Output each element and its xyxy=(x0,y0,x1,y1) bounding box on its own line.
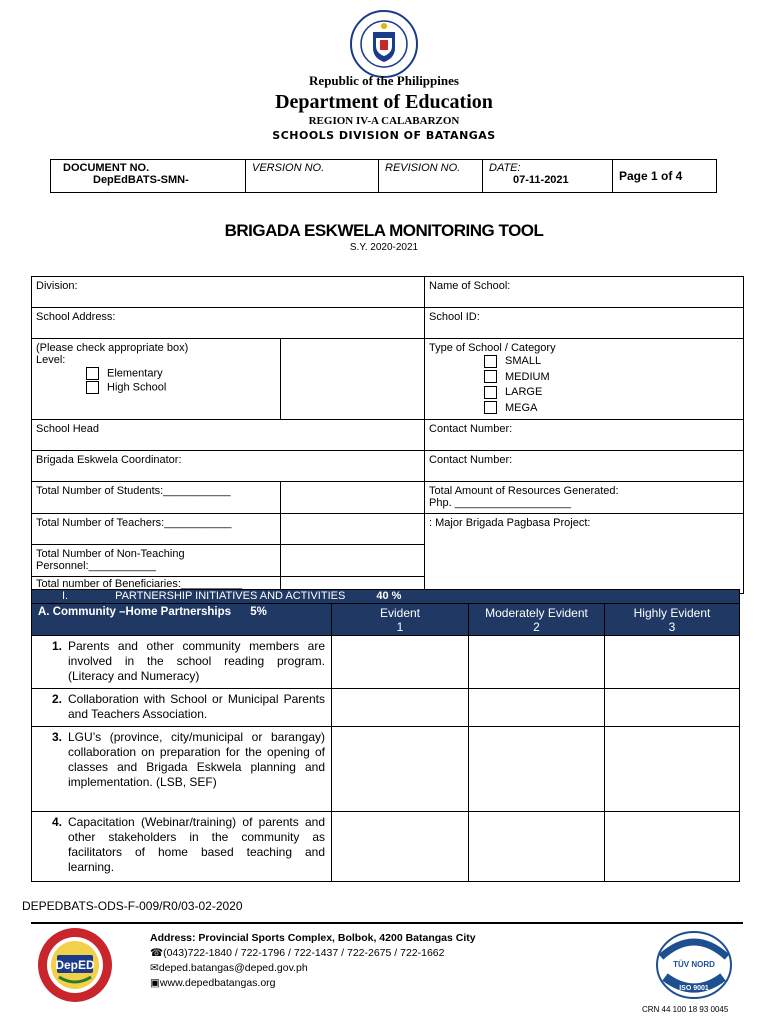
name-of-school-field[interactable]: Name of School: xyxy=(425,277,744,308)
date-value: 07-11-2021 xyxy=(513,174,569,186)
medium-label: MEDIUM xyxy=(505,370,550,383)
rating-cell-evident[interactable] xyxy=(332,727,469,812)
high-school-checkbox[interactable] xyxy=(86,381,99,394)
criterion-text: Capacitation (Webinar/training) of parents and other stakeholders in the community as facilitators of home based teaching and learning. xyxy=(68,815,325,874)
division-label: SCHOOLS DIVISION OF BATANGAS xyxy=(272,129,496,142)
computer-icon: ▣ xyxy=(150,977,160,989)
footer-web-row xyxy=(150,976,476,991)
total-students-field[interactable]: Total Number of Students:___________ xyxy=(32,482,281,514)
small-checkbox[interactable] xyxy=(484,355,497,368)
footer-contact xyxy=(150,931,476,991)
version-label: VERSION NO. xyxy=(252,162,325,174)
criterion-3 xyxy=(32,727,332,812)
non-teaching-label: Total Number of Non-Teaching xyxy=(36,548,185,560)
medium-checkbox[interactable] xyxy=(484,370,497,383)
sub-title: A. Community –Home Partnerships xyxy=(38,606,231,618)
region-label: REGION IV-A CALABARZON xyxy=(308,115,460,127)
beneficiaries-field[interactable]: Total number of Beneficiaries:__________ xyxy=(32,577,281,594)
criterion-number: 1. xyxy=(52,639,63,653)
col-moderate-number: 2 xyxy=(533,620,540,634)
total-teachers-blank xyxy=(281,514,425,545)
footer-divider xyxy=(31,922,743,924)
table-row xyxy=(32,636,740,689)
rating-cell-highly[interactable] xyxy=(605,689,740,727)
total-teachers-field[interactable]: Total Number of Teachers:___________ xyxy=(32,514,281,545)
major-project-field[interactable]: : Major Brigada Pagbasa Project: xyxy=(425,514,744,594)
level-cell xyxy=(32,339,281,420)
non-teaching-personnel: Personnel:___________ xyxy=(36,560,156,572)
doc-no-cell xyxy=(51,160,246,193)
non-teaching-cell[interactable] xyxy=(32,545,281,577)
criterion-1 xyxy=(32,636,332,689)
col-highly-number: 3 xyxy=(668,620,676,634)
elementary-option[interactable] xyxy=(36,367,276,380)
section-header xyxy=(32,590,740,604)
mega-option[interactable] xyxy=(484,401,739,417)
tuv-logo-text: TÜV NORD xyxy=(673,960,715,969)
republic-label: Republic of the Philippines xyxy=(309,73,459,88)
iso-logo-text: ISO 9001 xyxy=(679,985,709,992)
non-teaching-blank xyxy=(281,545,425,577)
rating-cell-highly[interactable] xyxy=(605,727,740,812)
deped-seal-logo xyxy=(349,10,419,78)
sub-header xyxy=(32,604,332,636)
footer-email[interactable]: deped.batangas@deped.gov.ph xyxy=(158,962,308,974)
revision-label: REVISION NO. xyxy=(385,162,461,174)
rating-cell-evident[interactable] xyxy=(332,689,469,727)
rating-cell-moderate[interactable] xyxy=(469,689,605,727)
table-row xyxy=(32,812,740,882)
table-row xyxy=(32,727,740,812)
school-info-table xyxy=(31,276,744,594)
rating-cell-moderate[interactable] xyxy=(469,636,605,689)
criterion-text: LGU’s (province, city/municipal or barangay) collaboration on preparation for the opening of classes and Brigada Eskwela planning and implementation. (LSB, SEF) xyxy=(68,730,325,789)
col-moderate-label: Moderately Evident xyxy=(485,606,588,620)
rating-cell-highly[interactable] xyxy=(605,812,740,882)
criterion-text: Collaboration with School or Municipal Parents and Teachers Association. xyxy=(68,692,325,721)
footer-website[interactable]: www.depedbatangas.org xyxy=(159,977,276,989)
deped-logo-text: DepED xyxy=(55,958,95,972)
small-option[interactable] xyxy=(484,354,739,370)
col-evident xyxy=(332,604,469,636)
col-highly-label: Highly Evident xyxy=(633,606,711,620)
date-label: DATE: xyxy=(489,162,521,174)
check-note: (Please check appropriate box) xyxy=(36,342,189,354)
partnership-table xyxy=(31,589,740,882)
category-options xyxy=(429,354,739,416)
page-number: Page 1 of 4 xyxy=(613,160,717,193)
type-of-school-label: Type of School / Category xyxy=(429,342,556,354)
level-label: Level: xyxy=(36,354,66,366)
level-blank-cell xyxy=(281,339,425,420)
version-cell xyxy=(246,160,379,193)
criterion-4 xyxy=(32,812,332,882)
criterion-number: 3. xyxy=(52,730,63,744)
school-address-field[interactable]: School Address: xyxy=(32,308,425,339)
mega-label: MEGA xyxy=(505,401,538,414)
total-resources-label: Total Amount of Resources Generated: xyxy=(429,485,619,497)
school-id-field[interactable]: School ID: xyxy=(425,308,744,339)
table-row xyxy=(32,689,740,727)
division-field[interactable]: Division: xyxy=(32,277,425,308)
col-evident-label: Evident xyxy=(379,606,421,620)
small-label: SMALL xyxy=(505,355,542,367)
date-cell xyxy=(483,160,613,193)
rating-cell-moderate[interactable] xyxy=(469,812,605,882)
form-title: BRIGADA ESKWELA MONITORING TOOL xyxy=(224,221,544,240)
footer-address: Address: Provincial Sports Complex, Bolbok, 4200 Batangas City xyxy=(150,932,476,944)
medium-option[interactable] xyxy=(484,370,739,386)
large-checkbox[interactable] xyxy=(484,386,497,399)
deped-batangas-logo xyxy=(37,927,113,1003)
high-school-option[interactable] xyxy=(36,381,276,394)
footer-phone: (043)722-1840 / 722-1796 / 722-1437 / 722-2675 / 722-1662 xyxy=(163,947,445,959)
crn-number: CRN 44 100 18 93 0045 xyxy=(642,1005,729,1014)
school-year: S.Y. 2020-2021 xyxy=(349,242,419,253)
large-label: LARGE xyxy=(505,386,543,398)
high-school-label: High School xyxy=(107,381,167,394)
doc-no-label: DOCUMENT NO. xyxy=(63,162,150,174)
sub-weight: 5% xyxy=(250,606,267,618)
criterion-2 xyxy=(32,689,332,727)
mail-icon: ✉ xyxy=(150,962,159,974)
elementary-checkbox[interactable] xyxy=(86,367,99,380)
document-info-table xyxy=(50,159,717,193)
doc-no-value: DepEdBATS-SMN- xyxy=(93,174,189,186)
col-highly-evident xyxy=(605,604,740,636)
contact-number-field-1[interactable]: Contact Number: xyxy=(425,420,744,451)
criterion-number: 2. xyxy=(52,692,63,706)
col-moderately-evident xyxy=(469,604,605,636)
school-head-field[interactable]: School Head xyxy=(32,420,425,451)
footer-phone-row xyxy=(150,946,476,961)
department-title: Department of Education xyxy=(275,91,493,113)
rating-cell-evident[interactable] xyxy=(332,636,469,689)
revision-cell xyxy=(379,160,483,193)
phone-icon: ☎ xyxy=(150,947,164,959)
section-weight: 40 % xyxy=(376,590,402,602)
criterion-text: Parents and other community members are involved in the school reading program. (Literacy and Numeracy) xyxy=(68,639,325,683)
rating-cell-moderate[interactable] xyxy=(469,727,605,812)
coordinator-field[interactable]: Brigada Eskwela Coordinator: xyxy=(32,451,425,482)
elementary-label: Elementary xyxy=(107,367,163,380)
col-evident-number: 1 xyxy=(396,620,404,634)
mega-checkbox[interactable] xyxy=(484,401,497,414)
form-code: DEPEDBATS-ODS-F-009/R0/03-02-2020 xyxy=(22,899,243,913)
criterion-number: 4. xyxy=(52,815,63,829)
category-cell xyxy=(425,339,744,420)
section-number: I. xyxy=(62,590,69,602)
rating-cell-highly[interactable] xyxy=(605,636,740,689)
tuv-nord-iso-logo xyxy=(655,931,733,999)
large-option[interactable] xyxy=(484,385,739,401)
total-students-blank xyxy=(281,482,425,514)
resources-cell[interactable] xyxy=(425,482,744,514)
contact-number-field-2[interactable]: Contact Number: xyxy=(425,451,744,482)
php-field: Php. ___________________ xyxy=(429,497,571,509)
section-title: PARTNERSHIP INITIATIVES AND ACTIVITIES xyxy=(115,590,346,602)
footer-email-row xyxy=(150,961,476,976)
rating-cell-evident[interactable] xyxy=(332,812,469,882)
